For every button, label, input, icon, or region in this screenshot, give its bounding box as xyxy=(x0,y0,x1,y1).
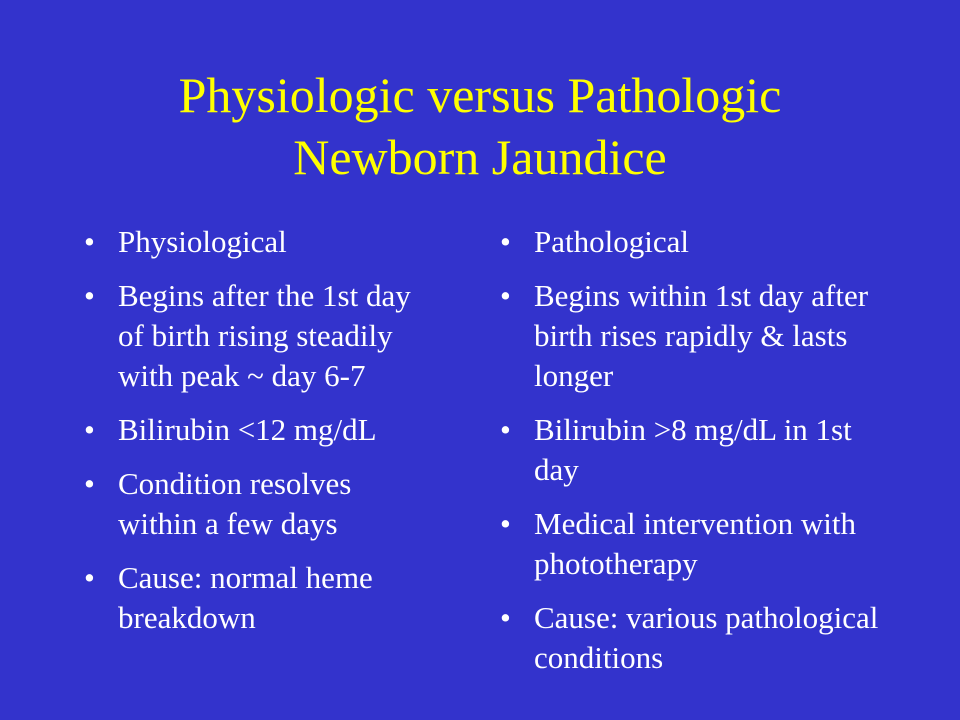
physiological-column xyxy=(84,222,434,652)
bullet-icon: • xyxy=(500,278,511,313)
bullet-text: Cause: normal heme breakdown xyxy=(118,560,373,635)
bullet-item xyxy=(500,276,880,396)
slide-title-line-2: Newborn Jaundice xyxy=(293,129,667,185)
bullet-icon: • xyxy=(500,506,511,541)
bullet-text: Medical intervention with phototherapy xyxy=(534,506,856,581)
bullet-item xyxy=(500,222,880,262)
bullet-text: Begins within 1st day after birth rises rapidly & lasts longer xyxy=(534,278,869,393)
bullet-text: Cause: various pathological conditions xyxy=(534,600,879,675)
bullet-text: Physiological xyxy=(118,224,287,259)
bullet-icon: • xyxy=(500,412,511,447)
bullet-icon: • xyxy=(500,224,511,259)
bullet-item xyxy=(84,464,434,544)
slide-title xyxy=(0,64,960,188)
bullet-item xyxy=(500,410,880,490)
bullet-item xyxy=(84,410,434,450)
pathological-column xyxy=(500,222,880,692)
bullet-icon: • xyxy=(84,412,95,447)
bullet-icon: • xyxy=(84,278,95,313)
bullet-icon: • xyxy=(500,600,511,635)
bullet-item xyxy=(84,222,434,262)
bullet-item xyxy=(84,276,434,396)
bullet-icon: • xyxy=(84,224,95,259)
bullet-text: Bilirubin <12 mg/dL xyxy=(118,412,377,447)
bullet-text: Pathological xyxy=(534,224,689,259)
bullet-item xyxy=(500,598,880,678)
slide-title-line-1: Physiologic versus Pathologic xyxy=(178,67,782,123)
bullet-item xyxy=(500,504,880,584)
bullet-text: Begins after the 1st day of birth rising steadily with peak ~ day 6-7 xyxy=(118,278,411,393)
bullet-text: Bilirubin >8 mg/dL in 1st day xyxy=(534,412,852,487)
bullet-icon: • xyxy=(84,466,95,501)
bullet-item xyxy=(84,558,434,638)
bullet-text: Condition resolves within a few days xyxy=(118,466,352,541)
bullet-icon: • xyxy=(84,560,95,595)
